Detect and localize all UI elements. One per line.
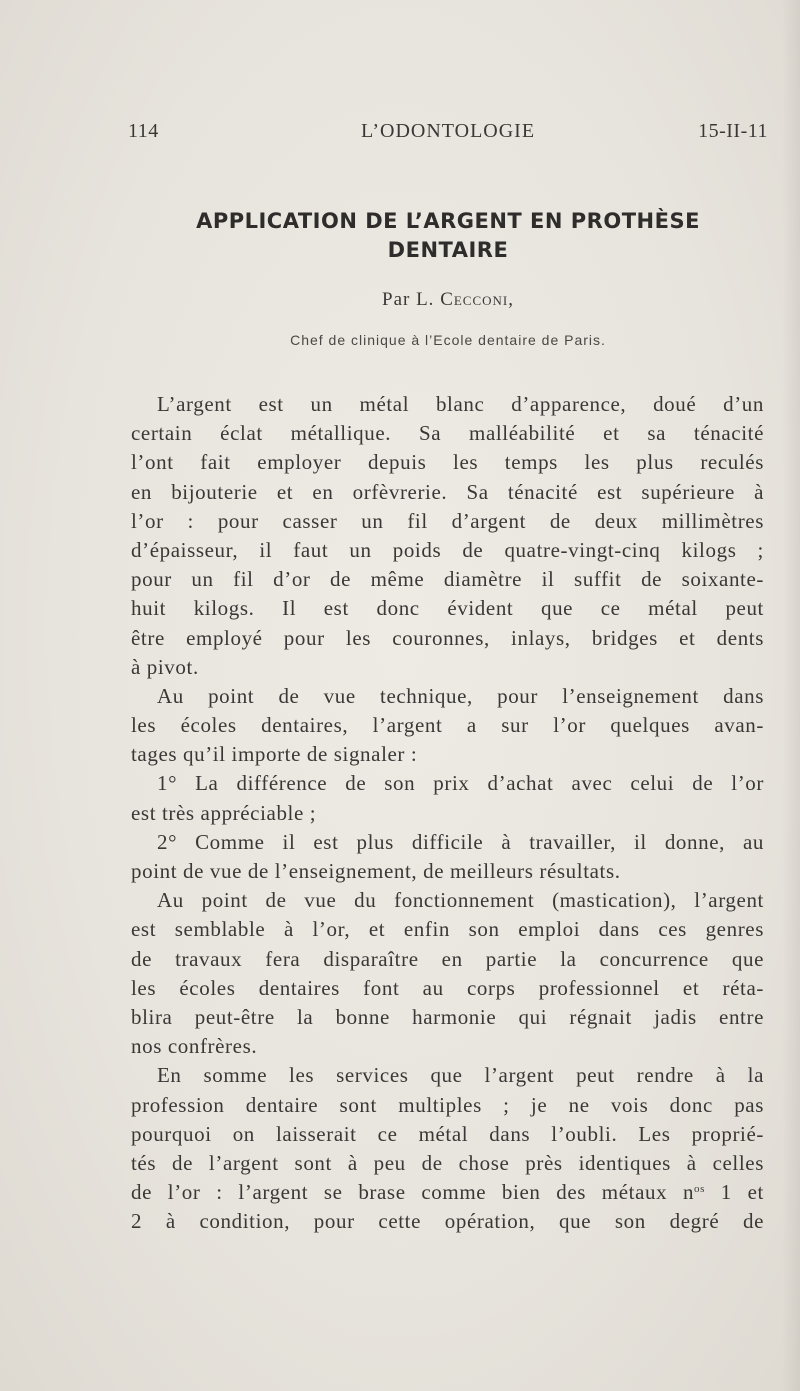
body-line-text: de l’or : l’argent se brase comme bien des métaux <box>131 1180 668 1205</box>
body-line: d’épaisseur, il faut un poids de quatre-vingt-cinq kilogs ; <box>131 537 764 562</box>
article-title <box>128 207 768 265</box>
page-edge-shadow <box>782 0 800 1391</box>
body-line: à pivot. <box>131 654 199 679</box>
numero-abbrev: n <box>682 1180 695 1205</box>
byline <box>128 289 768 311</box>
body-line: l’ont fait employer depuis les temps les plus reculés <box>131 450 764 475</box>
body-line: tages qu’il importe de signaler : <box>131 742 418 767</box>
body-line: En somme les services que l’argent peut rendre à la <box>157 1063 764 1088</box>
article-body <box>131 390 764 1236</box>
body-line: blira peut-être la bonne harmonie qui régnait jadis entre <box>131 1004 764 1029</box>
body-line: huit kilogs. Il est donc évident que ce métal peut <box>131 596 764 621</box>
body-line: en bijouterie et en orfèvrerie. Sa ténacité est supérieure à <box>131 479 764 504</box>
journal-title: L’ODONTOLOGIE <box>360 120 536 142</box>
body-line: profession dentaire sont multiples ; je ne vois donc pas <box>131 1092 764 1117</box>
body-line: certain éclat métallique. Sa malléabilité et sa ténacité <box>131 421 764 446</box>
body-line <box>131 1178 764 1207</box>
body-line: nos confrères. <box>131 1034 258 1059</box>
author-name: Cecconi, <box>440 289 514 310</box>
body-line: L’argent est un métal blanc d’apparence, doué d’un <box>157 392 764 416</box>
body-line: l’or : pour casser un fil d’argent de deux millimètres <box>131 508 764 533</box>
body-line: de travaux fera disparaître en partie la concurrence que <box>131 946 764 971</box>
body-line: 1° La différence de son prix d’achat avec celui de l’or <box>157 771 764 796</box>
body-line: pour un fil d’or de même diamètre il suffit de soixante- <box>131 567 764 592</box>
body-line: les écoles dentaires, l’argent a sur l’or quelques avan- <box>131 713 764 738</box>
article-title-line: APPLICATION DE L’ARGENT EN PROTHÈSE <box>196 209 700 233</box>
body-line: est semblable à l’or, et enfin son emploi dans ces genres <box>131 917 764 942</box>
body-line: Au point de vue du fonctionnement (mastication), l’argent <box>157 888 764 913</box>
body-line: 2 à condition, pour cette opération, que son degré de <box>131 1209 764 1234</box>
author-affiliation: Chef de clinique à l’Ecole dentaire de Paris. <box>290 332 606 348</box>
article-title-line: DENTAIRE <box>387 238 509 262</box>
page-number: 114 <box>128 120 159 142</box>
body-line: Au point de vue technique, pour l’enseignement dans <box>157 683 764 708</box>
body-line: point de vue de l’enseignement, de meilleurs résultats. <box>131 859 621 883</box>
body-line: les écoles dentaires font au corps professionnel et réta- <box>131 975 764 1000</box>
numero-superscript: os <box>694 1183 706 1196</box>
byline-prefix: Par L. <box>382 289 435 310</box>
body-line: tés de l’argent sont à peu de chose près identiques à celles <box>131 1150 764 1175</box>
body-line: est très appréciable ; <box>131 800 317 825</box>
numero-tail: 1 et <box>705 1180 764 1205</box>
body-line: pourquoi on laisserait ce métal dans l’oubli. Les proprié- <box>131 1121 764 1146</box>
issue-date: 15-II-11 <box>698 120 768 142</box>
body-line: être employé pour les couronnes, inlays, bridges et dents <box>131 625 764 650</box>
running-head <box>128 120 768 144</box>
body-line: 2° Comme il est plus difficile à travailler, il donne, au <box>157 829 764 854</box>
